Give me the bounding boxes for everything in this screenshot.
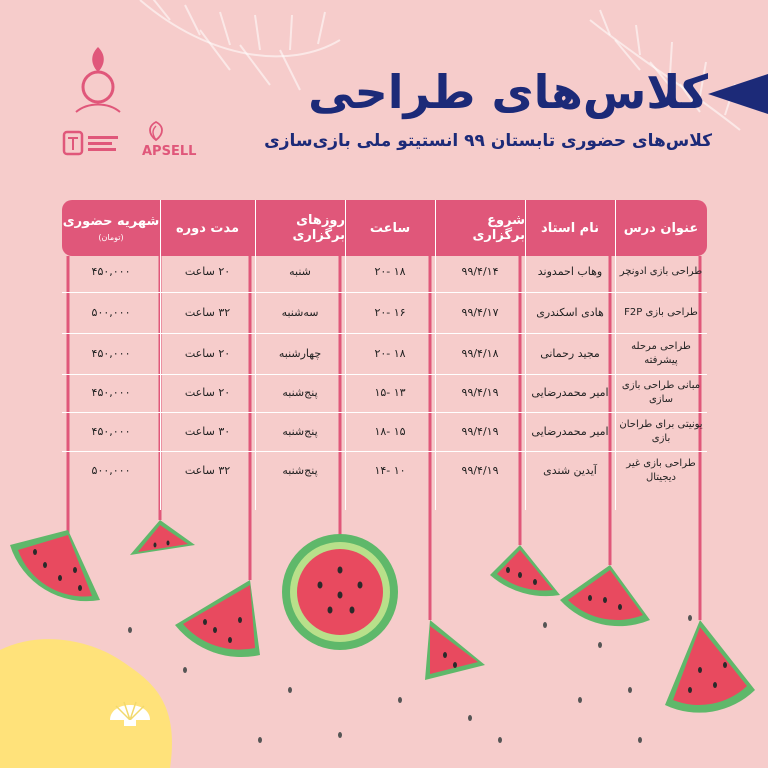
cell-time: ۱۵ -۱۸ — [374, 425, 406, 438]
cell-duration: ۳۲ ساعت — [184, 464, 231, 477]
cell-teacher: هادی اسکندری — [536, 306, 604, 319]
cell-start-date: ۹۹/۴/۱۹ — [461, 425, 499, 438]
cell-days: شنبه — [289, 265, 311, 278]
small-logo-icon — [62, 128, 122, 158]
cell-course: طراحی بازی ادونچر — [619, 266, 703, 277]
cell-fee: ۴۵۰,۰۰۰ — [91, 265, 131, 278]
cell-fee: ۵۰۰,۰۰۰ — [91, 306, 131, 319]
cell-course: طراحی بازی غیر دیجیتال — [626, 458, 696, 483]
cell-days: سه‌شنبه — [281, 306, 319, 319]
cell-teacher: آیدین شندی — [543, 464, 597, 477]
cell-time: ۱۸ -۲۰ — [374, 265, 406, 278]
cell-fee: ۴۵۰,۰۰۰ — [91, 347, 131, 360]
table-row — [62, 290, 707, 336]
column-header-days: روزهای برگزاری — [292, 213, 345, 243]
apsell-logo-icon — [144, 120, 168, 142]
table-row — [62, 448, 707, 494]
cell-time: ۱۳ -۱۵ — [374, 386, 406, 399]
cell-start-date: ۹۹/۴/۱۴ — [461, 265, 499, 278]
table-row — [62, 249, 707, 295]
cell-teacher: امیر محمدرضایی — [531, 425, 609, 438]
cell-teacher: وهاب احمدوند — [537, 265, 603, 278]
cell-days: پنج‌شنبه — [282, 425, 318, 438]
cell-duration: ۲۰ ساعت — [184, 347, 231, 360]
cell-teacher: امیر محمدرضایی — [531, 386, 609, 399]
cell-course: یونیتی برای طراحان بازی — [619, 419, 703, 444]
sand-blob — [0, 639, 172, 768]
cell-time: ۱۸ -۲۰ — [374, 347, 406, 360]
flag-icon — [708, 74, 768, 114]
cell-duration: ۲۰ ساعت — [184, 265, 231, 278]
column-header-start-date: شروع برگزاری — [472, 213, 525, 243]
page-subtitle: کلاس‌های حضوری تابستان ۹۹ انستیتو ملی بازی‌سازی — [264, 131, 712, 151]
cell-start-date: ۹۹/۴/۱۷ — [461, 306, 499, 319]
page-title: کلاس‌های طراحی — [308, 65, 708, 119]
cell-days: پنج‌شنبه — [282, 464, 318, 477]
cell-start-date: ۹۹/۴/۱۸ — [461, 347, 499, 360]
column-header-fee: شهریه حضوری (تومان) — [62, 214, 160, 242]
cell-duration: ۳۲ ساعت — [184, 306, 231, 319]
cell-course: طراحی بازی F2P — [624, 307, 698, 318]
cell-time: ۱۰ -۱۴ — [374, 464, 406, 477]
cell-duration: ۲۰ ساعت — [184, 386, 231, 399]
column-header-time: ساعت — [369, 220, 411, 236]
cell-days: پنج‌شنبه — [282, 386, 318, 399]
cell-time: ۱۶ -۲۰ — [374, 306, 406, 319]
cell-fee: ۴۵۰,۰۰۰ — [91, 386, 131, 399]
cell-start-date: ۹۹/۴/۱۹ — [461, 386, 499, 399]
column-header-duration: مدت دوره — [175, 220, 240, 236]
apsell-logo — [140, 120, 210, 160]
column-header-fee-unit: (تومان) — [98, 233, 124, 242]
cell-start-date: ۹۹/۴/۱۹ — [461, 464, 499, 477]
apsell-logo-text: APSELL — [142, 144, 197, 159]
cell-fee: ۴۵۰,۰۰۰ — [91, 425, 131, 438]
cell-days: چهارشنبه — [278, 347, 322, 360]
table-header — [62, 200, 707, 256]
cell-course: طراحی مرحله پیشرفته — [631, 341, 691, 366]
institute-logo-icon — [68, 42, 128, 122]
cell-duration: ۳۰ ساعت — [184, 425, 231, 438]
cell-course: مبانی طراحی بازی سازی — [621, 380, 701, 405]
cell-fee: ۵۰۰,۰۰۰ — [91, 464, 131, 477]
cell-teacher: مجید رحمانی — [540, 347, 600, 360]
column-header-teacher: نام استاد — [541, 220, 599, 236]
column-header-course: عنوان درس — [623, 220, 699, 236]
